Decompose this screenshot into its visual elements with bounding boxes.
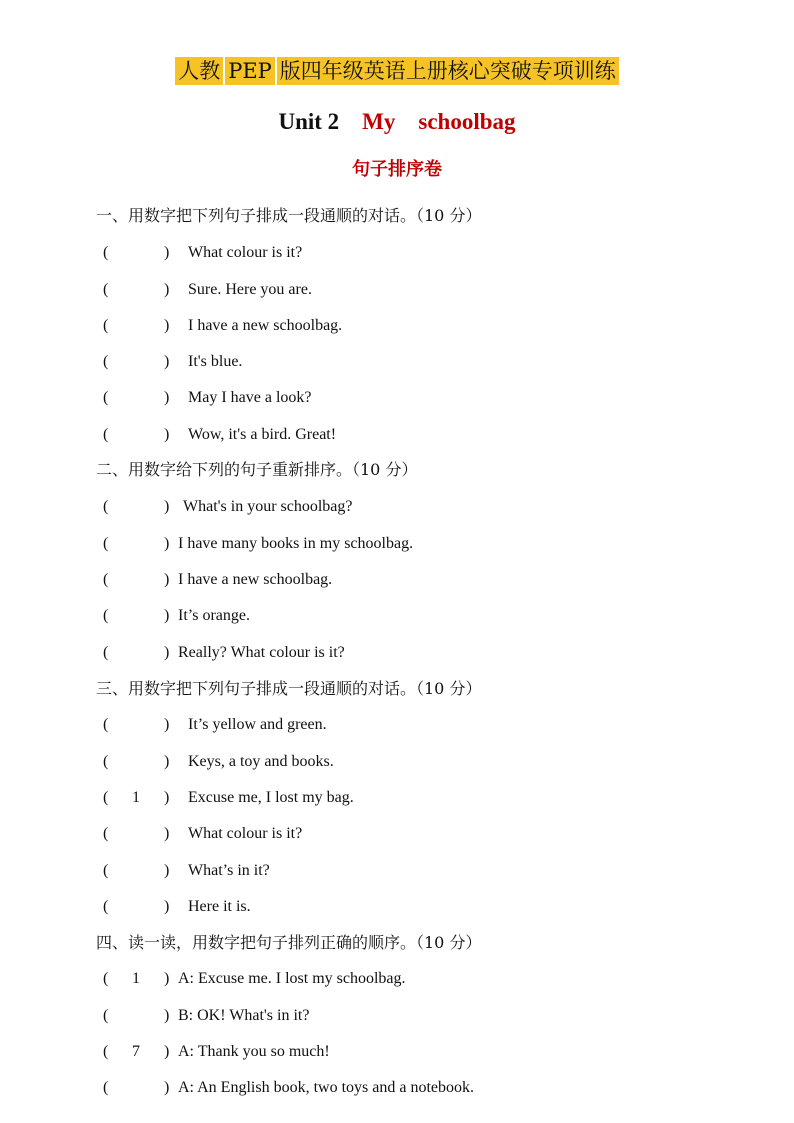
- paren-close: ): [164, 970, 170, 987]
- answer-blank[interactable]: 1: [132, 789, 140, 806]
- unit-title: [0, 106, 794, 138]
- unit-topic: My schoolbag: [362, 109, 516, 134]
- paren-close: ): [164, 244, 170, 261]
- paren-close: ): [164, 716, 170, 733]
- answer-blank[interactable]: 7: [132, 1043, 140, 1060]
- sentence-text: What's in your schoolbag?: [183, 498, 353, 515]
- worksheet-banner: [0, 54, 794, 88]
- sentence-text: It’s yellow and green.: [188, 716, 327, 733]
- sentence-text: Excuse me, I lost my bag.: [188, 789, 354, 806]
- paren-close: ): [164, 1007, 170, 1024]
- paren-open: (: [103, 389, 109, 406]
- paren-close: ): [164, 1079, 170, 1096]
- paren-open: (: [103, 426, 109, 443]
- paren-open: (: [103, 498, 109, 515]
- paren-open: (: [103, 317, 109, 334]
- paren-close: ): [164, 353, 170, 370]
- sentence-text: Really? What colour is it?: [178, 644, 345, 661]
- paren-open: (: [103, 716, 109, 733]
- sentence-text: A: An English book, two toys and a notebook.: [178, 1079, 474, 1096]
- banner-part: PEP: [225, 57, 275, 85]
- paren-close: ): [164, 644, 170, 661]
- paren-open: (: [103, 753, 109, 770]
- paren-open: (: [103, 1079, 109, 1096]
- paren-close: ): [164, 426, 170, 443]
- sentence-text: A: Thank you so much!: [178, 1043, 330, 1060]
- paren-open: (: [103, 353, 109, 370]
- paren-open: (: [103, 535, 109, 552]
- answer-blank[interactable]: 1: [132, 970, 140, 987]
- paren-open: (: [103, 244, 109, 261]
- paren-open: (: [103, 825, 109, 842]
- sentence-text: It’s orange.: [178, 607, 250, 624]
- sentence-text: Sure. Here you are.: [188, 281, 312, 298]
- paren-close: ): [164, 317, 170, 334]
- paren-open: (: [103, 862, 109, 879]
- sentence-text: I have a new schoolbag.: [178, 571, 333, 588]
- paren-close: ): [164, 825, 170, 842]
- paren-close: ): [164, 1043, 170, 1060]
- paren-open: (: [103, 898, 109, 915]
- sentence-text: What colour is it?: [188, 825, 303, 842]
- sentence-text: Here it is.: [188, 898, 251, 915]
- paren-close: ): [164, 898, 170, 915]
- section-3-heading: 三、用数字把下列句子排成一段通顺的对话。（10 分）: [96, 679, 482, 698]
- paren-open: (: [103, 281, 109, 298]
- worksheet-subtitle: 句子排序卷: [352, 159, 442, 180]
- paren-open: (: [103, 644, 109, 661]
- paren-close: ): [164, 789, 170, 806]
- paren-close: ): [164, 571, 170, 588]
- paren-open: (: [103, 571, 109, 588]
- sentence-text: What’s in it?: [188, 862, 270, 879]
- paren-close: ): [164, 389, 170, 406]
- sentence-text: I have a new schoolbag.: [188, 317, 343, 334]
- paren-open: (: [103, 789, 109, 806]
- section-1-heading: 一、用数字把下列句子排成一段通顺的对话。（10 分）: [96, 206, 482, 225]
- sentence-text: It's blue.: [188, 353, 243, 370]
- paren-open: (: [103, 607, 109, 624]
- sentence-text: May I have a look?: [188, 389, 312, 406]
- paren-open: (: [103, 1043, 109, 1060]
- paren-open: (: [103, 970, 109, 987]
- banner-part: 版四年级英语上册核心突破专项训练: [277, 57, 619, 85]
- paren-close: ): [164, 281, 170, 298]
- section-4-heading: 四、读一读，用数字把句子排列正确的顺序。（10 分）: [96, 933, 482, 952]
- paren-open: (: [103, 1007, 109, 1024]
- paren-close: ): [164, 862, 170, 879]
- paren-close: ): [164, 753, 170, 770]
- unit-label: Unit 2: [278, 109, 340, 134]
- sentence-text: I have many books in my schoolbag.: [178, 535, 414, 552]
- sentence-text: Keys, a toy and books.: [188, 753, 334, 770]
- banner-part: 人教: [175, 57, 223, 85]
- paren-close: ): [164, 535, 170, 552]
- sentence-text: What colour is it?: [188, 244, 303, 261]
- sentence-text: B: OK! What's in it?: [178, 1007, 310, 1024]
- sentence-text: Wow, it's a bird. Great!: [188, 426, 337, 443]
- paren-close: ): [164, 607, 170, 624]
- paren-close: ): [164, 498, 170, 515]
- section-2-heading: 二、用数字给下列的句子重新排序。（10 分）: [96, 460, 418, 479]
- sentence-text: A: Excuse me. I lost my schoolbag.: [178, 970, 406, 987]
